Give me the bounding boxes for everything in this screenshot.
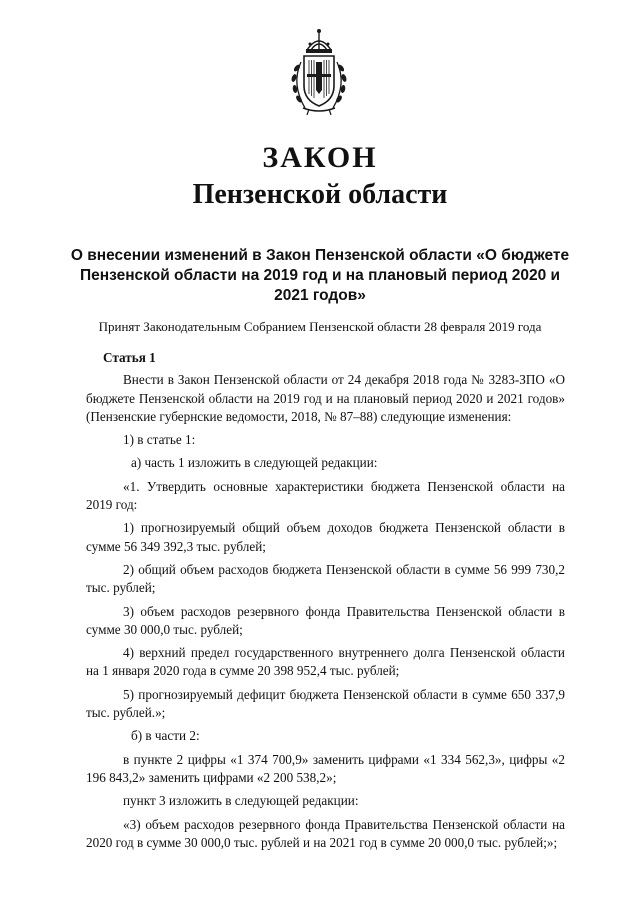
coat-of-arms-icon [287, 28, 351, 116]
paragraph: 2) общий объем расходов бюджета Пензенской области в сумме 56 999 730,2 тыс. рублей; [86, 561, 565, 596]
paragraph: 1) прогнозируемый общий объем доходов бюджета Пензенской области в сумме 56 349 392,3 тыс. рублей; [86, 520, 565, 554]
paragraph: пункт 3 изложить в следующей редакции: [123, 793, 359, 809]
paragraph: 4) верхний предел государственного внутреннего долга Пензенской области на 1 января 2020 года в сумме 20 398 952,4 тыс. рублей; [86, 645, 565, 679]
document-title: ЗАКОН [262, 141, 378, 174]
article-heading: Статья 1 [103, 350, 156, 365]
law-subject: О внесении изменений в Закон Пензенской области «О бюджете Пензенской области на 2019 год и на плановый период 2020 и 2021 годов» [70, 247, 570, 304]
paragraph: в пункте 2 цифры «1 374 700,9» заменить цифрами «1 334 562,3», цифры «2 196 843,2» заменить цифрами «2 200 538,2»; [86, 751, 565, 785]
adoption-note: Принят Законодательным Собранием Пензенской области 28 февраля 2019 года [98, 319, 542, 334]
paragraph: «1. Утвердить основные характеристики бюджета Пензенской области на 2019 год: [86, 478, 565, 513]
paragraph: б) в части 2: [131, 728, 200, 744]
paragraph: 1) в статье 1: [123, 432, 196, 448]
document-region: Пензенской области [192, 179, 448, 210]
paragraph: 3) объем расходов резервного фонда Правительства Пензенской области в сумме 30 000,0 тыс. рублей; [86, 603, 565, 637]
document-body [86, 349, 565, 857]
paragraph: Внести в Закон Пензенской области от 24 декабря 2018 года № 3283-ЗПО «О бюджете Пензенской области на 2019 год и на плановый период 2020 и 2021 годов» (Пензенские губернские ведомости, 2018, № 87–88) следующие изменения: [86, 372, 565, 424]
paragraph: а) часть 1 изложить в следующей редакции: [131, 455, 378, 471]
paragraph: 5) прогнозируемый дефицит бюджета Пензенской области в сумме 650 337,9 тыс. рублей.»; [86, 686, 565, 721]
paragraph: «3) объем расходов резервного фонда Правительства Пензенской области на 2020 год в сумме 30 000,0 тыс. рублей и на 2021 год в сумме 20 000,0 тыс. рублей;»; [86, 816, 565, 850]
